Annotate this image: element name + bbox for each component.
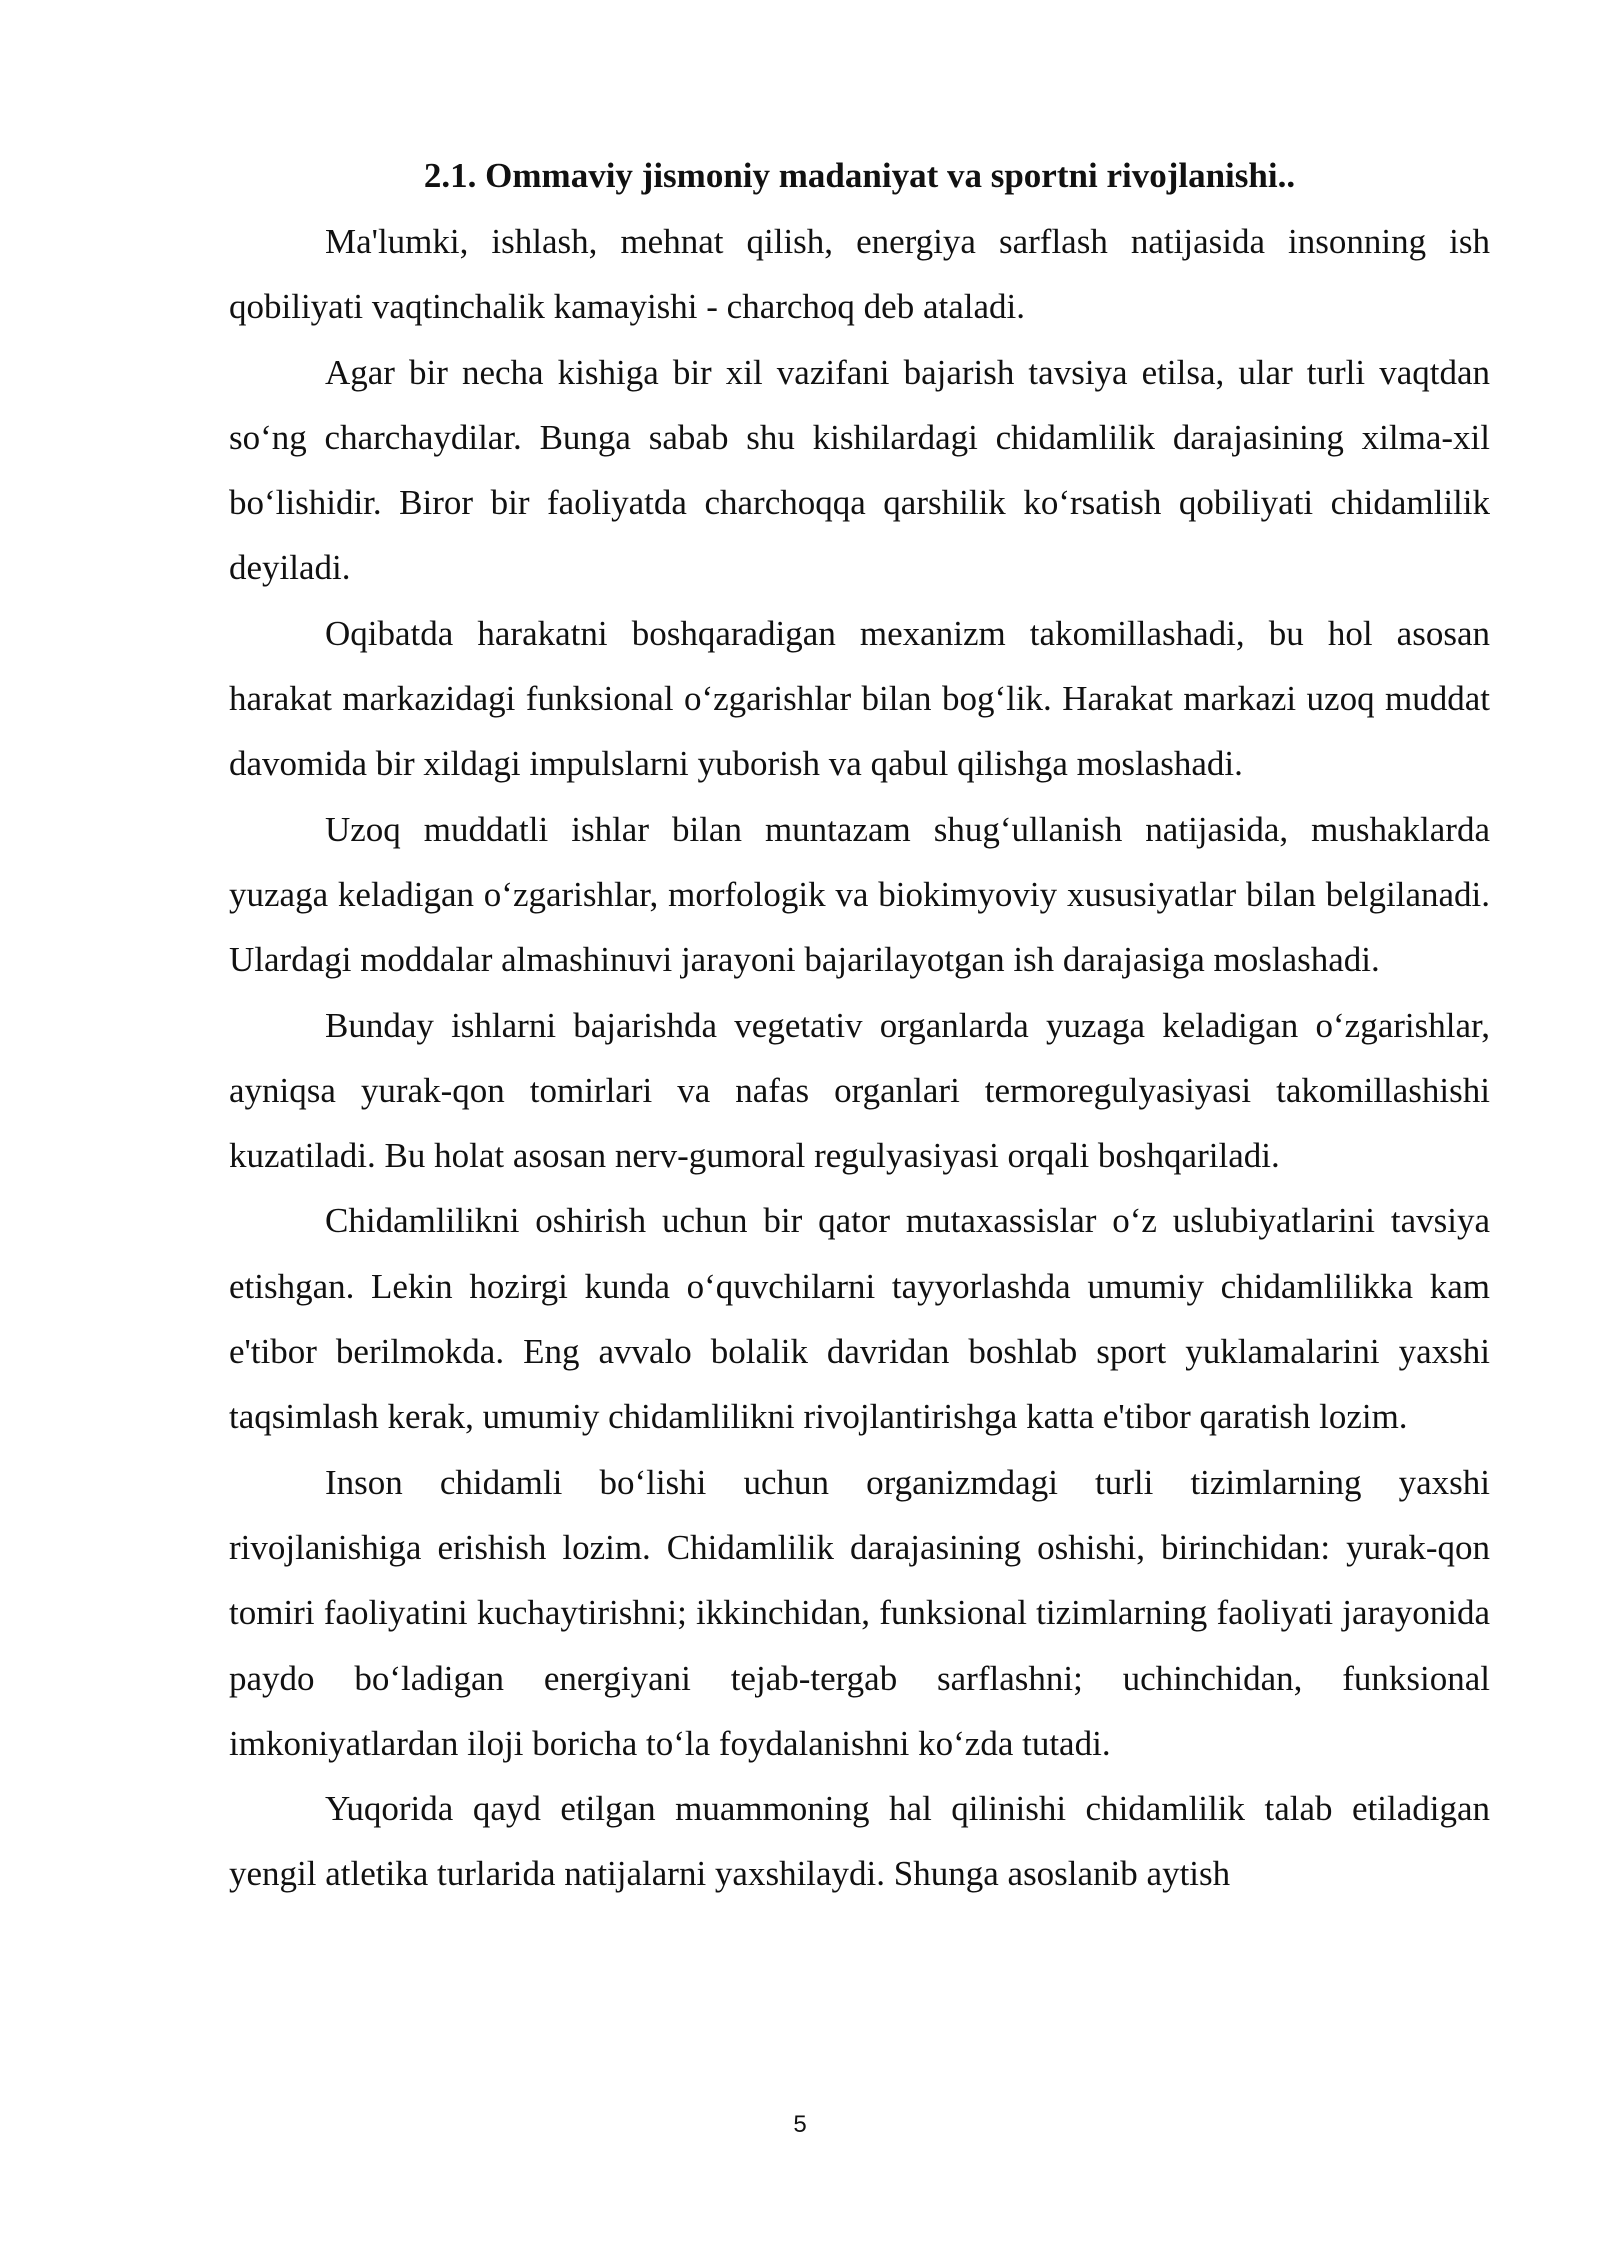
paragraph-3: Oqibatda harakatni boshqaradigan mexanizm takomillashadi, bu hol asosan harakat markazidagi funksional o‘zgarishlar bilan bog‘lik. Harakat markazi uzoq muddat davomida bir xildagi impulslarni yuborish va qabul qilishga moslashadi. (229, 613, 1490, 784)
paragraph-1: Ma'lumki, ishlash, mehnat qilish, energiya sarflash natijasida insonning ish qobiliyati vaqtinchalik kamayishi - charchoq deb ataladi. (229, 222, 1490, 327)
paragraph-8: Yuqorida qayd etilgan muammoning hal qilinishi chidamlilik talab etiladigan yengil atletika turlarida natijalarni yaxshilaydi. Shunga asoslanib aytish (229, 1789, 1490, 1894)
paragraph-7: Inson chidamli bo‘lishi uchun organizmdagi turli tizimlarning yaxshi rivojlanishiga erishish lozim. Chidamlilik darajasining oshishi, birinchidan: yurak-qon tomiri faoliyatini kuchaytirishni; ikkinchidan, funksional tizimlarning faoliyati jarayonida paydo bo‘ladigan energiyani tejab-tergab sarflashni; uchinchidan, funksional imkoniyatlardan iloji boricha to‘la foydalanishni ko‘zda tutadi. (229, 1462, 1490, 1763)
paragraph-4: Uzoq muddatli ishlar bilan muntazam shug‘ullanish natijasida, mushaklarda yuzaga keladigan o‘zgarishlar, morfologik va biokimyoviy xususiyatlar bilan belgilanadi. Ulardagi moddalar almashinuvi jarayoni bajarilayotgan ish darajasiga moslashadi. (229, 809, 1490, 980)
paragraph-5: Bunday ishlarni bajarishda vegetativ organlarda yuzaga keladigan o‘zgarishlar, ayniqsa yurak-qon tomirlari va nafas organlari termoregulyasiyasi takomillashishi kuzatiladi. Bu holat asosan nerv-gumoral regulyasiyasi orqali boshqariladi. (229, 1005, 1490, 1176)
paragraph-6: Chidamlilikni oshirish uchun bir qator mutaxassislar o‘z uslubiyatlarini tavsiya etishgan. Lekin hozirgi kunda o‘quvchilarni tayyorlashda umumiy chidamlilikka kam e'tibor berilmokda. Eng avvalo bolalik davridan boshlab sport yuklamalarini yaxshi taqsimlash kerak, umumiy chidamlilikni rivojlantirishga katta e'tibor qaratish lozim. (229, 1201, 1490, 1437)
paragraph-2: Agar bir necha kishiga bir xil vazifani bajarish tavsiya etilsa, ular turli vaqtdan so‘ng charchaydilar. Bunga sabab shu kishilardagi chidamlilik darajasining xilma-xil bo‘lishidir. Biror bir faoliyatda charchoqqa qarshilik ko‘rsatish qobiliyati chidamlilik deyiladi. (229, 352, 1490, 588)
section-heading: 2.1. Ommaviy jismoniy madaniyat va sportni rivojlanishi.. (423, 156, 1296, 195)
page-number: 5 (793, 2111, 807, 2138)
document-page (229, 150, 1490, 1907)
